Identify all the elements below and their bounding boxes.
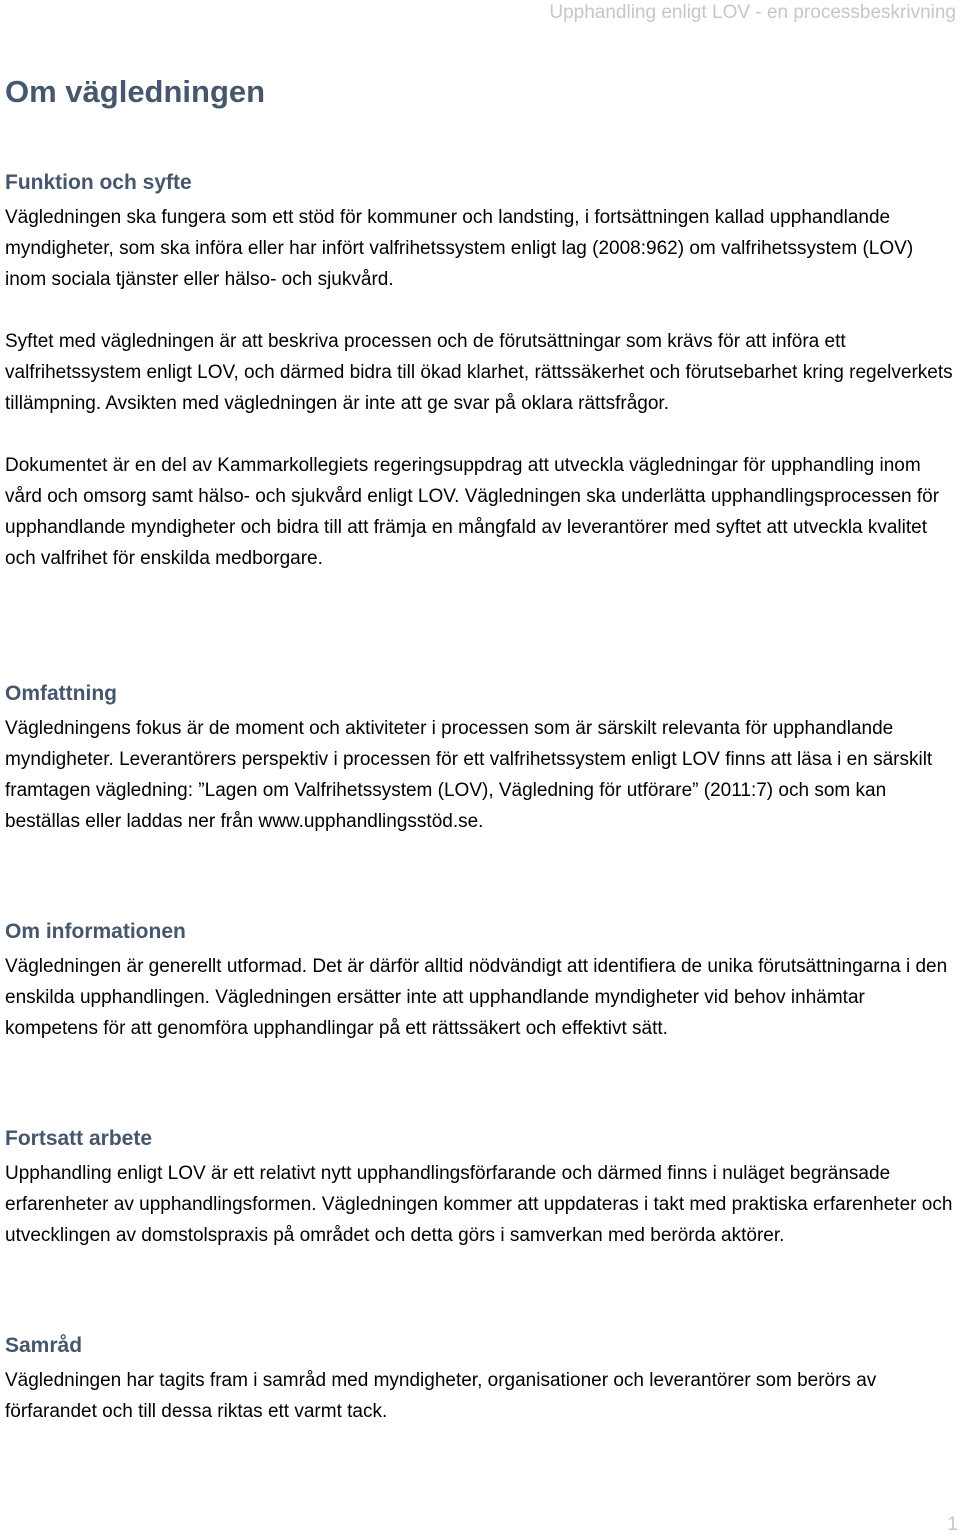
running-header: Upphandling enligt LOV - en processbeskrivning [549, 2, 956, 23]
section-om-informationen [5, 917, 955, 1044]
section-heading: Funktion och syfte [5, 171, 192, 194]
section-omfattning [5, 679, 955, 837]
page-title: Om vägledningen [5, 74, 266, 109]
paragraph: Vägledningen ska fungera som ett stöd för kommuner och landsting, i fortsättningen kallad upphandlande myndigheter, som ska införa eller har infört valfrihetssystem enligt lag (2008:962) om valfrihetssystem (LOV) inom sociala tjänster eller hälso- och sjukvård. [5, 207, 914, 290]
paragraph: Vägledningens fokus är de moment och aktiviteter i processen som är särskilt relevanta för upphandlande myndigheter. Leverantörers perspektiv i processen för ett valfrihetssystem enligt LOV finns att läsa i en särskilt framtagen vägledning: ”Lagen om Valfrihetssystem (LOV), Vägledning för utförare” (2011:7) och som kan beställas eller laddas ner från www.upphandlingsstöd.se. [5, 718, 933, 832]
section-heading: Samråd [5, 1334, 83, 1357]
section-funktion-och-syfte [5, 168, 955, 574]
paragraph: Vägledningen har tagits fram i samråd med myndigheter, organisationer och leverantörer som berörs av förfarandet och till dessa riktas ett varmt tack. [5, 1370, 877, 1422]
paragraph: Vägledningen är generellt utformad. Det är därför alltid nödvändigt att identifiera de unika förutsättningarna i den enskilda upphandlingen. Vägledningen ersätter inte att upphandlande myndigheter vid behov inhämtar kompetens för att genomföra upphandlingar på ett rättssäkert och effektivt sätt. [5, 956, 948, 1039]
paragraph: Syftet med vägledningen är att beskriva processen och de förutsättningar som krävs för att införa ett valfrihetssystem enligt LOV, och därmed bidra till ökad klarhet, rättssäkerhet och förutsebarhet kring regelverkets tillämpning. Avsikten med vägledningen är inte att ge svar på oklara rättsfrågor. [5, 331, 953, 414]
section-samrad [5, 1331, 955, 1427]
paragraph: Upphandling enligt LOV är ett relativt nytt upphandlingsförfarande och därmed finns i nuläget begränsade erfarenheter av upphandlingsformen. Vägledningen kommer att uppdateras i takt med praktiska erfarenheter och utvecklingen av domstolspraxis på området och detta görs i samverkan med berörda aktörer. [5, 1163, 953, 1246]
section-heading: Om informationen [5, 920, 186, 943]
section-heading: Omfattning [5, 682, 117, 705]
paragraph: Dokumentet är en del av Kammarkollegiets regeringsuppdrag att utveckla vägledningar för upphandling inom vård och omsorg samt hälso- och sjukvård enligt LOV. Vägledningen ska underlätta upphandlingsprocessen för upphandlande myndigheter och bidra till att främja en mångfald av leverantörer med syftet att utveckla kvalitet och valfrihet för enskilda medborgare. [5, 455, 940, 569]
section-fortsatt-arbete [5, 1124, 955, 1251]
section-heading: Fortsatt arbete [5, 1127, 153, 1150]
page-number: 1 [947, 1514, 958, 1535]
